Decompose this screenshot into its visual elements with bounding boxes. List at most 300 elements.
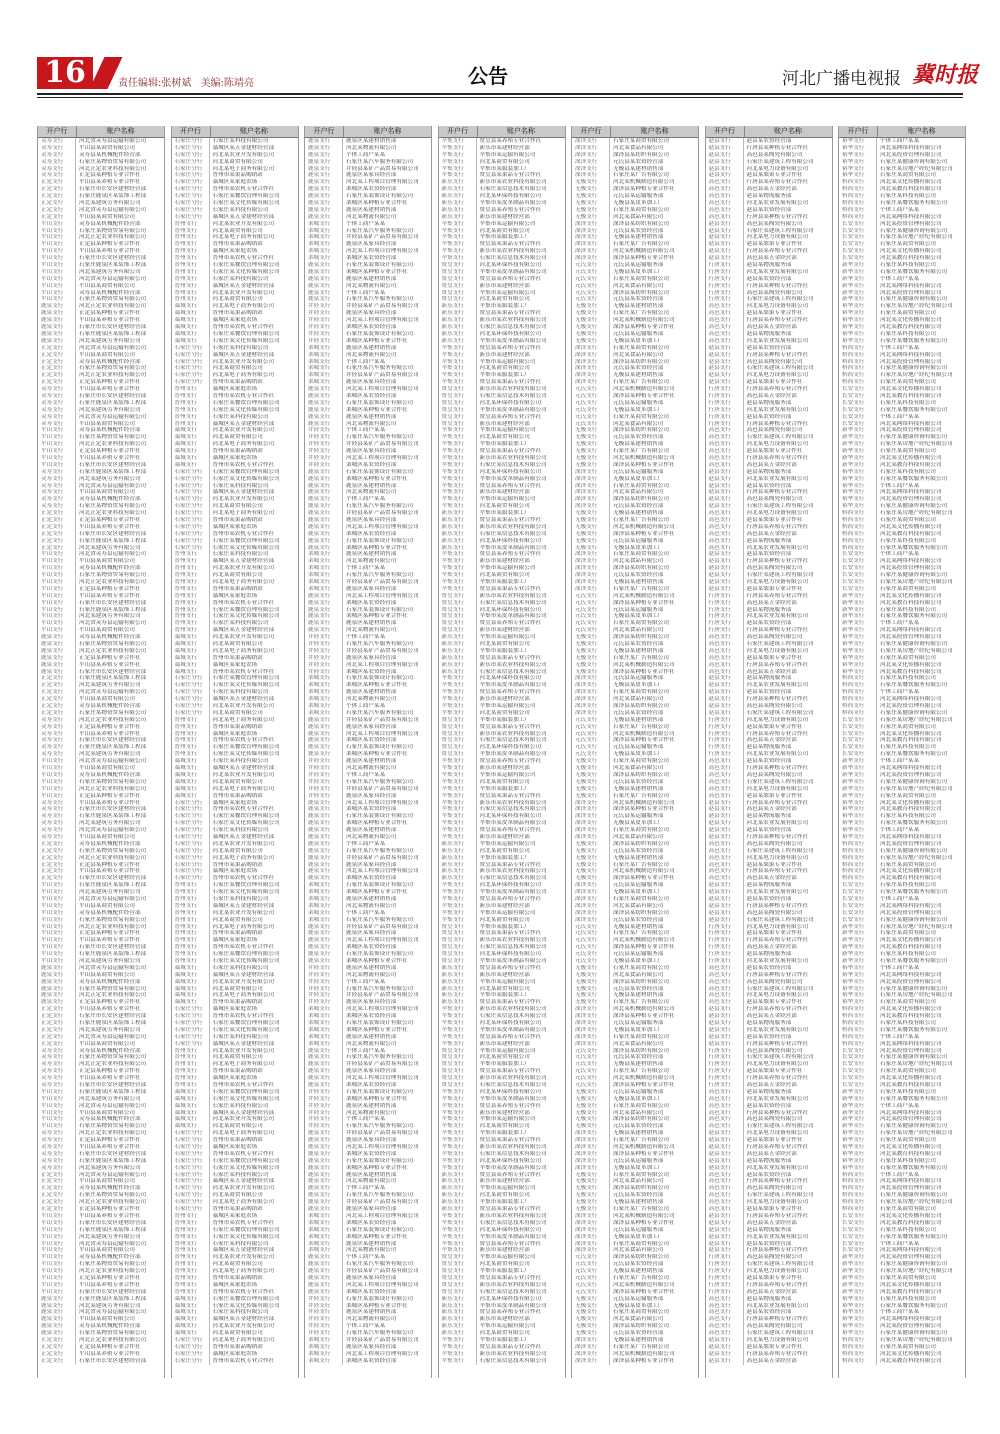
bank-cell: 鹿泉支行 xyxy=(305,1137,343,1144)
bank-cell: 赞皇支行 xyxy=(439,393,477,400)
table-row xyxy=(38,365,164,372)
bank-cell: 栾城支行 xyxy=(305,1034,343,1041)
table-row xyxy=(305,152,431,159)
account-cell: 晋州市某农机专业合作社 xyxy=(212,806,275,813)
account-cell: 河北某网络科技有限公司 xyxy=(880,971,942,978)
account-cell: 平山县某养殖专业合作社 xyxy=(79,1144,141,1151)
table-row xyxy=(706,296,832,303)
bank-cell: 辛集支行 xyxy=(439,455,477,462)
bank-cell: 辛集支行 xyxy=(439,579,477,586)
bank-cell: 高邑支行 xyxy=(706,338,744,345)
bank-cell: 新华支行 xyxy=(839,958,877,965)
bank-cell: 栾城支行 xyxy=(305,1247,343,1254)
bank-cell: 栾城支行 xyxy=(305,1013,343,1020)
bank-cell: 辛集支行 xyxy=(439,1130,477,1137)
account-cell: 河北某文化传播有限公司 xyxy=(880,523,942,530)
bank-cell: 赵县支行 xyxy=(706,483,744,490)
bank-cell: 鹿泉支行 xyxy=(38,1309,76,1316)
bank-cell: 深泽支行 xyxy=(572,1034,610,1041)
account-cell: 晋州市某果品购销站 xyxy=(212,241,263,248)
account-cell: 河北某物流有限公司 xyxy=(346,144,397,151)
account-cell: 石家庄某信息技术有限公司 xyxy=(479,737,547,744)
table-row xyxy=(38,1351,164,1358)
bank-cell: 正定支行 xyxy=(38,1344,76,1351)
bank-cell: 新乐支行 xyxy=(439,538,477,545)
bank-cell: 深泽支行 xyxy=(572,710,610,717)
table-row xyxy=(305,1144,431,1151)
bank-cell: 辛集支行 xyxy=(439,806,477,813)
bank-cell: 行唐支行 xyxy=(706,751,744,758)
bank-cell: 元氏支行 xyxy=(572,937,610,944)
table-row xyxy=(572,345,698,352)
table-row xyxy=(439,896,565,903)
account-cell: 栾城区某种植专业合作社 xyxy=(346,544,408,551)
table-row xyxy=(38,800,164,807)
account-cell: 高邑县某五金经营部 xyxy=(746,186,797,193)
table-row xyxy=(839,483,965,490)
table-row xyxy=(172,1082,298,1089)
bank-cell: 行唐支行 xyxy=(706,737,744,744)
section-title: 公告 xyxy=(468,64,508,88)
table-row xyxy=(172,310,298,317)
table-row xyxy=(572,1247,698,1254)
account-cell: 河北某建筑劳务有限公司 xyxy=(79,1302,141,1309)
bank-cell: 井陉支行 xyxy=(305,448,343,455)
account-cell: 行唐县某养殖专业合作社 xyxy=(746,317,809,324)
table-row xyxy=(305,600,431,607)
table-row xyxy=(38,1027,164,1034)
account-cell: 鹿泉区某建材销售部 xyxy=(346,1102,397,1109)
bank-cell: 新华支行 xyxy=(839,600,877,607)
table-row xyxy=(38,979,164,986)
account-cell: 赵县某梨果专业合作社 xyxy=(746,999,803,1006)
bank-cell: 正定支行 xyxy=(38,710,76,717)
table-row xyxy=(706,1192,832,1199)
account-cell: 无极县某建材销售部 xyxy=(613,1130,664,1137)
table-row xyxy=(172,1344,298,1351)
table-row xyxy=(706,255,832,262)
bank-cell: 新华支行 xyxy=(839,779,877,786)
bank-cell: 藁城支行 xyxy=(172,1303,210,1310)
account-cell: 石家庄某文化传媒有限公司 xyxy=(212,889,280,896)
table-row xyxy=(706,648,832,655)
table-row xyxy=(439,503,565,510)
bank-cell: 桥西支行 xyxy=(839,696,877,703)
table-row xyxy=(706,303,832,310)
table-row xyxy=(839,834,965,841)
bank-cell: 高邑支行 xyxy=(706,1096,744,1103)
bank-cell: 正定支行 xyxy=(38,345,76,352)
table-row xyxy=(38,1261,164,1268)
account-cell: 河北正定农业科技有限公司 xyxy=(79,441,147,448)
table-row xyxy=(706,703,832,710)
table-row xyxy=(572,896,698,903)
table-row xyxy=(38,1289,164,1296)
account-cell: 辛集市某运输有限公司 xyxy=(479,496,536,503)
account-cell: 河北某教育科技有限公司 xyxy=(880,1013,942,1020)
bank-cell: 灵寿支行 xyxy=(38,393,76,400)
bank-cell: 鹿泉支行 xyxy=(305,744,343,751)
account-cell: 平山县某商贸有限公司 xyxy=(79,420,135,427)
table-row xyxy=(305,937,431,944)
table-row xyxy=(839,889,965,896)
table-row xyxy=(439,593,565,600)
table-row xyxy=(38,551,164,558)
designer-name: 美编:陈靖亮 xyxy=(200,78,254,89)
bank-cell: 长安支行 xyxy=(839,1220,877,1227)
account-cell: 赵县某物流服务部 xyxy=(746,399,792,406)
account-cell: 辛集市某皮革制品有限公司 xyxy=(479,1164,547,1171)
table-row xyxy=(839,586,965,593)
account-cell: 石家庄某广告有限公司 xyxy=(613,241,669,248)
table-row xyxy=(572,310,698,317)
account-cell: 深泽县某纺织有限公司 xyxy=(613,1047,669,1054)
bank-cell: 石家庄分行 xyxy=(172,800,210,807)
account-cell: 河北某机械制造有限公司 xyxy=(613,1350,675,1357)
account-cell: 河北某投资管理有限公司 xyxy=(880,1047,942,1054)
account-cell: 井陉县某矿产品贸易有限公司 xyxy=(346,579,419,585)
table-row xyxy=(572,703,698,710)
bank-cell: 无极支行 xyxy=(572,972,610,979)
bank-cell: 新华支行 xyxy=(839,462,877,469)
bank-cell: 辛集支行 xyxy=(439,572,477,579)
account-cell: 元氏县某运输服务部 xyxy=(613,468,664,475)
account-cell: 行唐县某种植专业合作社 xyxy=(746,282,809,289)
bank-cell: 辛集支行 xyxy=(439,359,477,366)
account-cell: 新乐市某建材经营部 xyxy=(479,765,530,772)
bank-cell: 栾城支行 xyxy=(305,551,343,558)
bank-cell: 鹿泉支行 xyxy=(305,1199,343,1206)
column-header xyxy=(839,126,965,138)
account-cell: 石家庄某健康咨询有限公司 xyxy=(880,778,948,785)
bank-cell: 元氏支行 xyxy=(572,717,610,724)
account-cell: 石家庄某商贸有限公司 xyxy=(613,620,669,627)
table-row xyxy=(305,607,431,614)
account-cell: 个体工商户某某 xyxy=(880,620,920,627)
table-row xyxy=(439,538,565,545)
account-header: 账户名称 xyxy=(373,127,402,135)
account-cell: 石家庄某健康咨询有限公司 xyxy=(880,434,948,441)
table-row xyxy=(839,1020,965,1027)
account-cell: 河北某投资管理有限公司 xyxy=(880,565,942,572)
table-row xyxy=(839,352,965,359)
bank-cell: 赵县支行 xyxy=(706,159,744,166)
table-row xyxy=(38,1144,164,1151)
bank-cell: 辛集支行 xyxy=(439,427,477,434)
table-row xyxy=(572,372,698,379)
table-row xyxy=(439,1337,565,1344)
bank-cell: 新华支行 xyxy=(839,1261,877,1268)
bank-cell: 正定支行 xyxy=(38,214,76,221)
account-cell: 河北某物流有限公司 xyxy=(346,420,397,427)
account-cell: 新乐市某农业科技有限公司 xyxy=(479,1075,547,1082)
account-cell: 河北某工程项目管理有限公司 xyxy=(346,248,419,255)
table-row xyxy=(572,1013,698,1020)
account-cell: 深泽县某种植专业合作社 xyxy=(613,392,675,399)
account-cell: 河北某环保科技有限公司 xyxy=(479,330,542,337)
table-row xyxy=(439,365,565,372)
table-row xyxy=(439,992,565,999)
bank-cell: 平山支行 xyxy=(38,1227,76,1234)
account-cell: 灵寿县某机械配件经营部 xyxy=(79,909,141,916)
account-cell: 深泽县某种植专业合作社 xyxy=(613,806,675,813)
bank-cell: 裕华支行 xyxy=(839,303,877,310)
table-row xyxy=(572,565,698,572)
bank-cell: 高邑支行 xyxy=(706,1192,744,1199)
bank-cell: 石家庄分行 xyxy=(172,138,210,145)
account-cell: 河北某环保科技有限公司 xyxy=(479,813,542,820)
table-row xyxy=(38,1358,164,1365)
bank-cell: 正定支行 xyxy=(38,875,76,882)
bank-cell: 无极支行 xyxy=(572,999,610,1006)
table-row xyxy=(839,441,965,448)
table-row xyxy=(38,517,164,524)
account-cell: 河北某商贸有限公司 xyxy=(212,916,263,923)
table-row xyxy=(172,186,298,193)
table-row xyxy=(572,1344,698,1351)
account-cell: 河北某农业发展有限公司 xyxy=(746,957,809,964)
table-row xyxy=(839,682,965,689)
bank-cell: 正定支行 xyxy=(38,696,76,703)
account-cell: 河北某商贸有限公司 xyxy=(212,227,263,234)
account-cell: 河北某工程项目管理有限公司 xyxy=(346,1350,419,1357)
account-cell: 赵县某物流服务部 xyxy=(746,1157,792,1164)
table-row xyxy=(839,365,965,372)
bank-cell: 石家庄分行 xyxy=(172,193,210,200)
bank-cell: 赵县支行 xyxy=(706,1158,744,1165)
bank-cell: 平山支行 xyxy=(38,896,76,903)
table-row xyxy=(172,675,298,682)
table-row xyxy=(839,1268,965,1275)
table-row xyxy=(572,986,698,993)
table-row xyxy=(439,1213,565,1220)
bank-cell: 鹿泉支行 xyxy=(305,1275,343,1282)
bank-cell: 正定支行 xyxy=(38,200,76,207)
account-cell: 辛集市某运输有限公司 xyxy=(479,840,536,847)
table-row xyxy=(172,476,298,483)
account-cell: 无极县某皮革加工厂 xyxy=(613,820,664,827)
bank-cell: 鹿泉支行 xyxy=(38,648,76,655)
bank-cell: 栾城支行 xyxy=(305,352,343,359)
bank-cell: 晋州支行 xyxy=(172,1247,210,1254)
bank-cell: 长安支行 xyxy=(839,393,877,400)
bank-cell: 辛集支行 xyxy=(439,138,477,145)
table-row xyxy=(439,200,565,207)
table-row xyxy=(38,434,164,441)
bank-cell: 栾城支行 xyxy=(305,1351,343,1358)
table-row xyxy=(439,765,565,772)
bank-cell: 鹿泉支行 xyxy=(305,1082,343,1089)
table-row xyxy=(572,441,698,448)
table-row xyxy=(439,1309,565,1316)
account-cell: 石家庄某餐饮管理有限公司 xyxy=(212,813,280,820)
bank-cell: 鹿泉支行 xyxy=(305,834,343,841)
table-row xyxy=(439,737,565,744)
bank-cell: 赵县支行 xyxy=(706,1151,744,1158)
account-cell: 辛集市某服装加工厂 xyxy=(479,579,530,585)
account-cell: 石家庄某物资贸易有限公司 xyxy=(79,296,147,303)
bank-cell: 辛集支行 xyxy=(439,1337,477,1344)
table-row xyxy=(839,882,965,889)
account-cell: 石家庄某建筑工程有限公司 xyxy=(746,1054,814,1061)
table-row xyxy=(305,737,431,744)
account-cell: 石家庄某餐饮服务有限公司 xyxy=(880,268,948,275)
bank-cell: 栾城支行 xyxy=(305,710,343,717)
bank-cell: 行唐支行 xyxy=(706,1289,744,1296)
account-cell: 藁城区某家庭农场 xyxy=(212,179,258,186)
table-row xyxy=(572,296,698,303)
bank-cell: 晋州支行 xyxy=(172,1234,210,1241)
account-cell: 河北正定农业科技有限公司 xyxy=(79,923,147,930)
bank-cell: 新华支行 xyxy=(839,434,877,441)
bank-cell: 正定支行 xyxy=(38,1020,76,1027)
bank-cell: 桥西支行 xyxy=(839,1020,877,1027)
table-row xyxy=(839,579,965,586)
bank-cell: 裕华支行 xyxy=(839,166,877,173)
table-row xyxy=(305,1282,431,1289)
bank-cell: 平山支行 xyxy=(38,448,76,455)
account-cell: 辛集市某运输有限公司 xyxy=(479,1254,536,1261)
account-cell: 河北某文化传播有限公司 xyxy=(880,248,942,255)
bank-cell: 藁城支行 xyxy=(172,317,210,324)
bank-cell: 桥西支行 xyxy=(839,1034,877,1041)
account-cell: 鹿泉区某家具经营部 xyxy=(346,241,397,248)
table-row xyxy=(572,255,698,262)
account-cell: 石家庄某房地产经纪有限公司 xyxy=(880,441,953,448)
table-row xyxy=(706,986,832,993)
bank-cell: 无极支行 xyxy=(572,434,610,441)
account-cell: 石家庄某建筑工程有限公司 xyxy=(746,434,814,441)
account-cell: 石家庄某物资贸易有限公司 xyxy=(79,1261,147,1268)
account-cell: 辛集市某运输有限公司 xyxy=(479,978,536,985)
table-row xyxy=(172,483,298,490)
table-row xyxy=(706,579,832,586)
table-row xyxy=(706,910,832,917)
table-row xyxy=(305,793,431,800)
bank-cell: 新乐支行 xyxy=(439,855,477,862)
bank-cell: 深泽支行 xyxy=(572,579,610,586)
account-cell: 石家庄某餐饮服务有限公司 xyxy=(880,200,948,207)
bank-cell: 藁城支行 xyxy=(172,434,210,441)
account-cell: 河北某机械制造有限公司 xyxy=(613,937,675,944)
account-cell: 石家庄某房地产经纪有限公司 xyxy=(880,372,953,379)
bank-cell: 鹿泉支行 xyxy=(305,1254,343,1261)
table-row xyxy=(172,283,298,290)
table-row xyxy=(839,545,965,552)
table-row xyxy=(572,868,698,875)
account-cell: 河北某教育科技有限公司 xyxy=(880,737,942,744)
table-row xyxy=(839,386,965,393)
account-cell: 石家庄某餐饮服务有限公司 xyxy=(880,337,948,344)
account-cell: 藁城区某五金建材经营部 xyxy=(212,1109,275,1116)
table-row xyxy=(572,862,698,869)
account-cell: 赵县某梨果专业合作社 xyxy=(746,1137,803,1144)
bank-cell: 辛集支行 xyxy=(439,489,477,496)
table-row xyxy=(439,489,565,496)
account-cell: 灵寿县某机械配件经营部 xyxy=(79,1254,141,1261)
account-cell: 河北某食品有限公司 xyxy=(613,420,664,427)
account-cell: 河北某物流有限公司 xyxy=(346,1178,397,1185)
table-row xyxy=(572,834,698,841)
bank-cell: 正定支行 xyxy=(38,1358,76,1365)
table-row xyxy=(706,1289,832,1296)
header-rule-thin xyxy=(37,97,963,98)
account-cell: 藁城区某五金建材经营部 xyxy=(212,1316,275,1323)
table-row xyxy=(839,689,965,696)
bank-cell: 长安支行 xyxy=(839,1241,877,1248)
account-cell: 藁城区某五金建材经营部 xyxy=(212,144,275,151)
account-cell: 石家庄某商贸有限公司 xyxy=(613,1102,669,1109)
account-cell: 深泽县某纺织有限公司 xyxy=(613,151,669,158)
account-cell: 平山县某商贸有限公司 xyxy=(79,1316,135,1323)
table-row xyxy=(706,593,832,600)
table-row xyxy=(38,889,164,896)
table-row xyxy=(572,1151,698,1158)
bank-cell: 新乐支行 xyxy=(439,1330,477,1337)
account-cell: 藁城区某五金建材经营部 xyxy=(212,902,275,909)
table-row xyxy=(305,848,431,855)
table-row xyxy=(572,1323,698,1330)
account-cell: 栾城区某种植专业合作社 xyxy=(346,406,408,413)
account-cell: 石家庄某商贸有限公司 xyxy=(613,344,669,351)
table-row xyxy=(706,462,832,469)
bank-cell: 晋州支行 xyxy=(172,565,210,572)
bank-cell: 石家庄分行 xyxy=(172,200,210,207)
bank-cell: 无极支行 xyxy=(572,427,610,434)
bank-cell: 新乐支行 xyxy=(439,669,477,676)
account-cell: 石家庄鹿泉区某装饰工程部 xyxy=(79,813,147,820)
account-cell: 河北某教育科技有限公司 xyxy=(880,1219,942,1226)
account-cell: 无极县某皮革加工厂 xyxy=(613,475,664,482)
account-cell: 石家庄某房地产经纪有限公司 xyxy=(880,992,953,999)
account-cell: 赞皇县某养殖专业合作社 xyxy=(479,1171,542,1178)
table-row xyxy=(305,627,431,634)
account-cell: 石家庄某商贸有限公司 xyxy=(613,1309,669,1316)
bank-cell: 高邑支行 xyxy=(706,662,744,669)
bank-cell: 辛集支行 xyxy=(439,1137,477,1144)
bank-cell: 深泽支行 xyxy=(572,1013,610,1020)
account-cell: 鹿泉区某家具经营部 xyxy=(346,585,397,592)
account-cell: 晋州市某农机专业合作社 xyxy=(212,1219,275,1226)
table-row xyxy=(172,545,298,552)
account-cell: 栾城区某农资经营部 xyxy=(346,530,397,537)
account-cell: 赞皇县某果品专业合作社 xyxy=(479,310,542,317)
bank-cell: 鹿泉支行 xyxy=(305,930,343,937)
account-cell: 栾城区某农资经营部 xyxy=(346,324,397,331)
account-cell: 河北某机械制造有限公司 xyxy=(613,592,675,599)
bank-cell: 裕华支行 xyxy=(839,662,877,669)
account-cell: 石家庄某健康咨询有限公司 xyxy=(880,503,948,510)
account-cell: 石家庄某餐饮管理有限公司 xyxy=(212,468,280,475)
table-row xyxy=(439,1241,565,1248)
table-row xyxy=(706,979,832,986)
table-row xyxy=(172,627,298,634)
table-row xyxy=(38,572,164,579)
account-cell: 河北某投资管理有限公司 xyxy=(880,771,942,778)
account-cell: 辛集市某运输有限公司 xyxy=(479,220,536,227)
table-row xyxy=(839,655,965,662)
account-cell: 河北某网络科技有限公司 xyxy=(880,489,942,496)
table-row xyxy=(706,820,832,827)
table-row xyxy=(572,937,698,944)
table-row xyxy=(706,324,832,331)
table-row xyxy=(172,641,298,648)
table-row xyxy=(706,958,832,965)
table-row xyxy=(706,503,832,510)
table-row xyxy=(305,145,431,152)
account-cell: 河北某电子商务有限公司 xyxy=(212,234,275,241)
bank-cell: 赵县支行 xyxy=(706,476,744,483)
